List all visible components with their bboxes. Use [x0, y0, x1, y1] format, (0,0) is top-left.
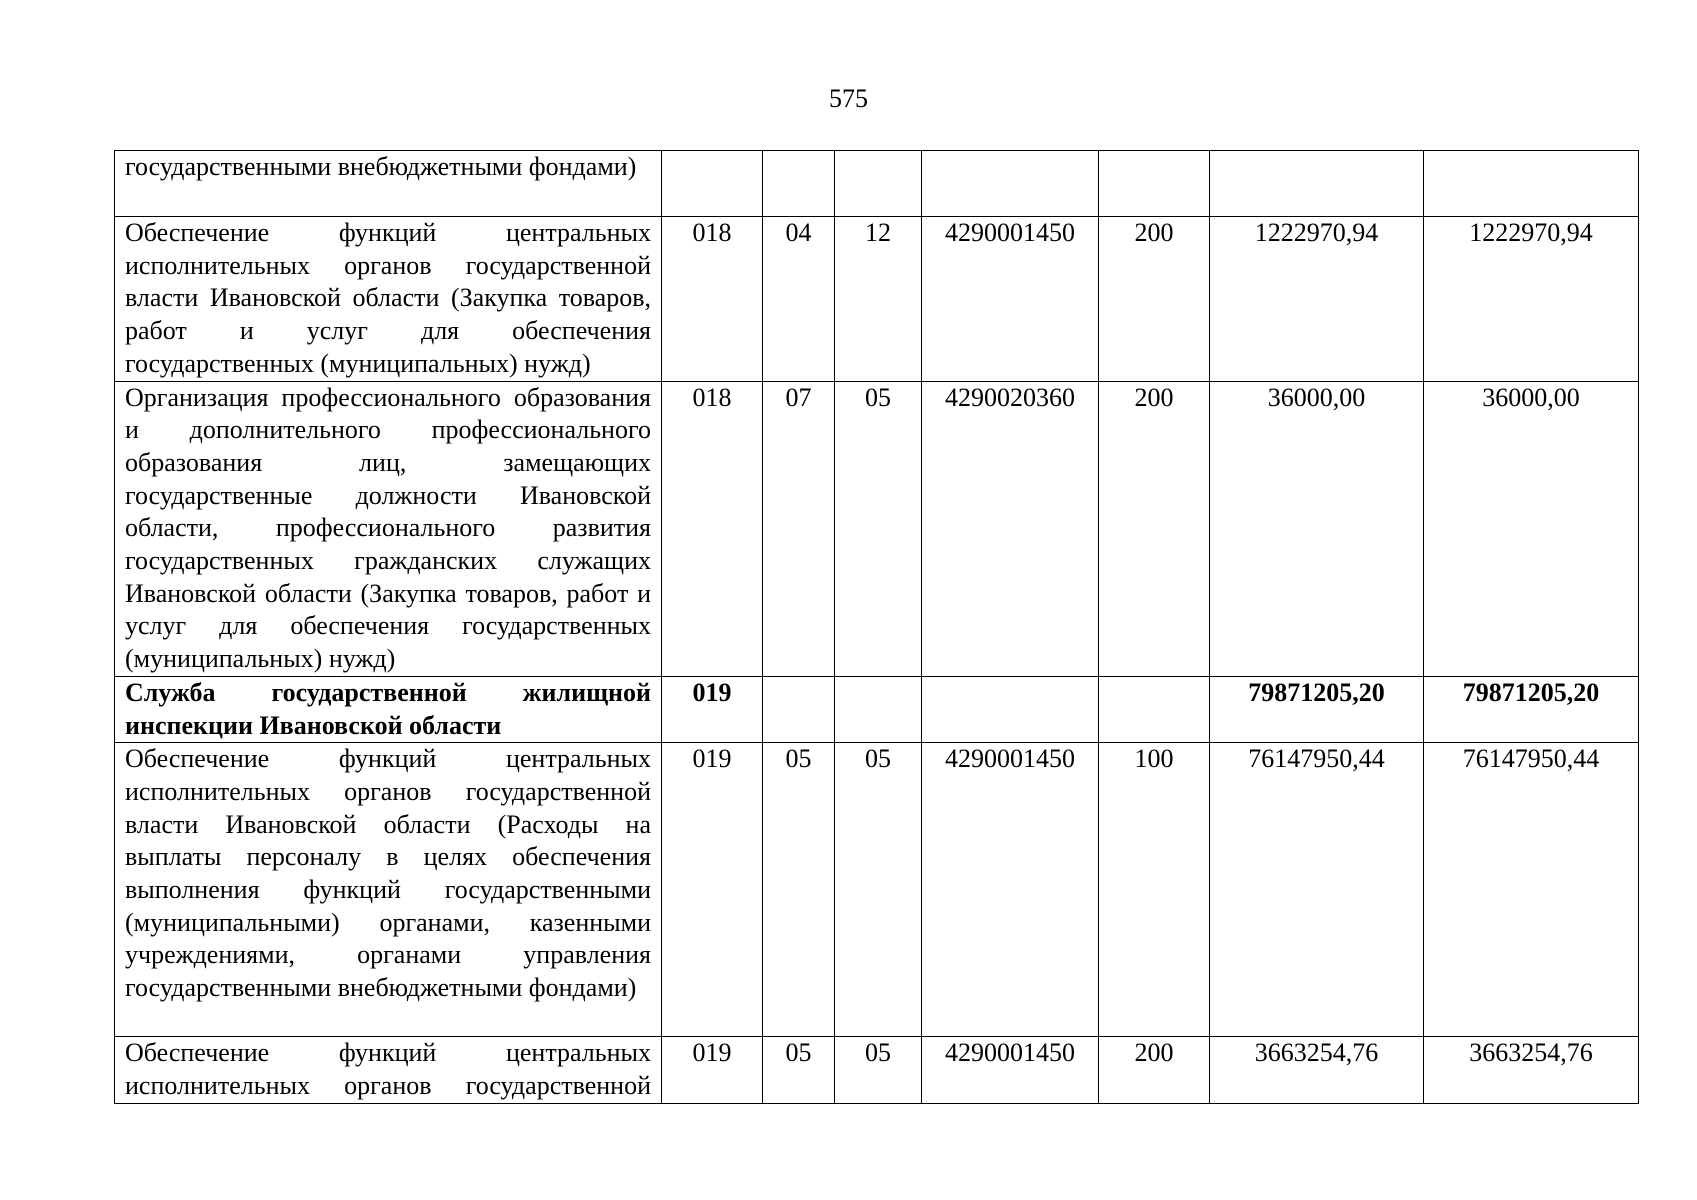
page-number: 575	[829, 84, 868, 113]
target-article-code: 4290020360	[922, 381, 1099, 676]
ministry-code: 019	[662, 676, 763, 742]
subsection-code: 12	[835, 217, 922, 382]
section-code: 05	[763, 743, 835, 1037]
amount-1: 76147950,44	[1210, 743, 1424, 1037]
table-row	[115, 676, 1639, 742]
row-description: государственными внебюджетными фондами)	[115, 151, 662, 217]
section-code: 05	[763, 1037, 835, 1103]
amount-2	[1424, 151, 1639, 217]
row-description: Обеспечение функций центральных исполнительных органов государственной власти Ивановской области (Расходы на выплаты персоналу в целях обеспечения выполнения функций государственными (муниципальными) органами, казенными учреждениями, органами управления государственными внебюджетными фондами)	[115, 743, 662, 1037]
table-row	[115, 217, 1639, 382]
ministry-code: 019	[662, 1037, 763, 1103]
amount-2: 36000,00	[1424, 381, 1639, 676]
amount-1: 1222970,94	[1210, 217, 1424, 382]
ministry-code: 019	[662, 743, 763, 1037]
amount-1: 36000,00	[1210, 381, 1424, 676]
table-row	[115, 151, 1639, 217]
section-code: 07	[763, 381, 835, 676]
table-row	[115, 381, 1639, 676]
table-row	[115, 743, 1639, 1037]
expense-type-code: 200	[1099, 1037, 1210, 1103]
ministry-code: 018	[662, 217, 763, 382]
subsection-code: 05	[835, 1037, 922, 1103]
subsection-code	[835, 676, 922, 742]
amount-1: 3663254,76	[1210, 1037, 1424, 1103]
amount-2: 76147950,44	[1424, 743, 1639, 1037]
expense-type-code	[1099, 676, 1210, 742]
row-description: Обеспечение функций центральных исполнительных органов государственной	[115, 1037, 662, 1103]
budget-table	[114, 150, 1639, 1104]
target-article-code	[922, 676, 1099, 742]
target-article-code	[922, 151, 1099, 217]
target-article-code: 4290001450	[922, 217, 1099, 382]
amount-2: 1222970,94	[1424, 217, 1639, 382]
expense-type-code: 200	[1099, 381, 1210, 676]
expense-type-code: 200	[1099, 217, 1210, 382]
amount-1: 79871205,20	[1210, 676, 1424, 742]
subsection-code: 05	[835, 381, 922, 676]
section-code	[763, 676, 835, 742]
subsection-code	[835, 151, 922, 217]
expense-type-code	[1099, 151, 1210, 217]
ministry-code	[662, 151, 763, 217]
table-row	[115, 1037, 1639, 1103]
section-code: 04	[763, 217, 835, 382]
ministry-code: 018	[662, 381, 763, 676]
amount-2: 3663254,76	[1424, 1037, 1639, 1103]
amount-2: 79871205,20	[1424, 676, 1639, 742]
target-article-code: 4290001450	[922, 1037, 1099, 1103]
row-description: Организация профессионального образования и дополнительного профессионального образования лиц, замещающих государственные должности Ивановской области, профессионального развития государственных гражданских служащих Ивановской области (Закупка товаров, работ и услуг для обеспечения государственных (муниципальных) нужд)	[115, 381, 662, 676]
section-code	[763, 151, 835, 217]
target-article-code: 4290001450	[922, 743, 1099, 1037]
row-description: Служба государственной жилищной инспекции Ивановской области	[115, 676, 662, 742]
expense-type-code: 100	[1099, 743, 1210, 1037]
amount-1	[1210, 151, 1424, 217]
row-description: Обеспечение функций центральных исполнительных органов государственной власти Ивановской области (Закупка товаров, работ и услуг для обеспечения государственных (муниципальных) нужд)	[115, 217, 662, 382]
subsection-code: 05	[835, 743, 922, 1037]
